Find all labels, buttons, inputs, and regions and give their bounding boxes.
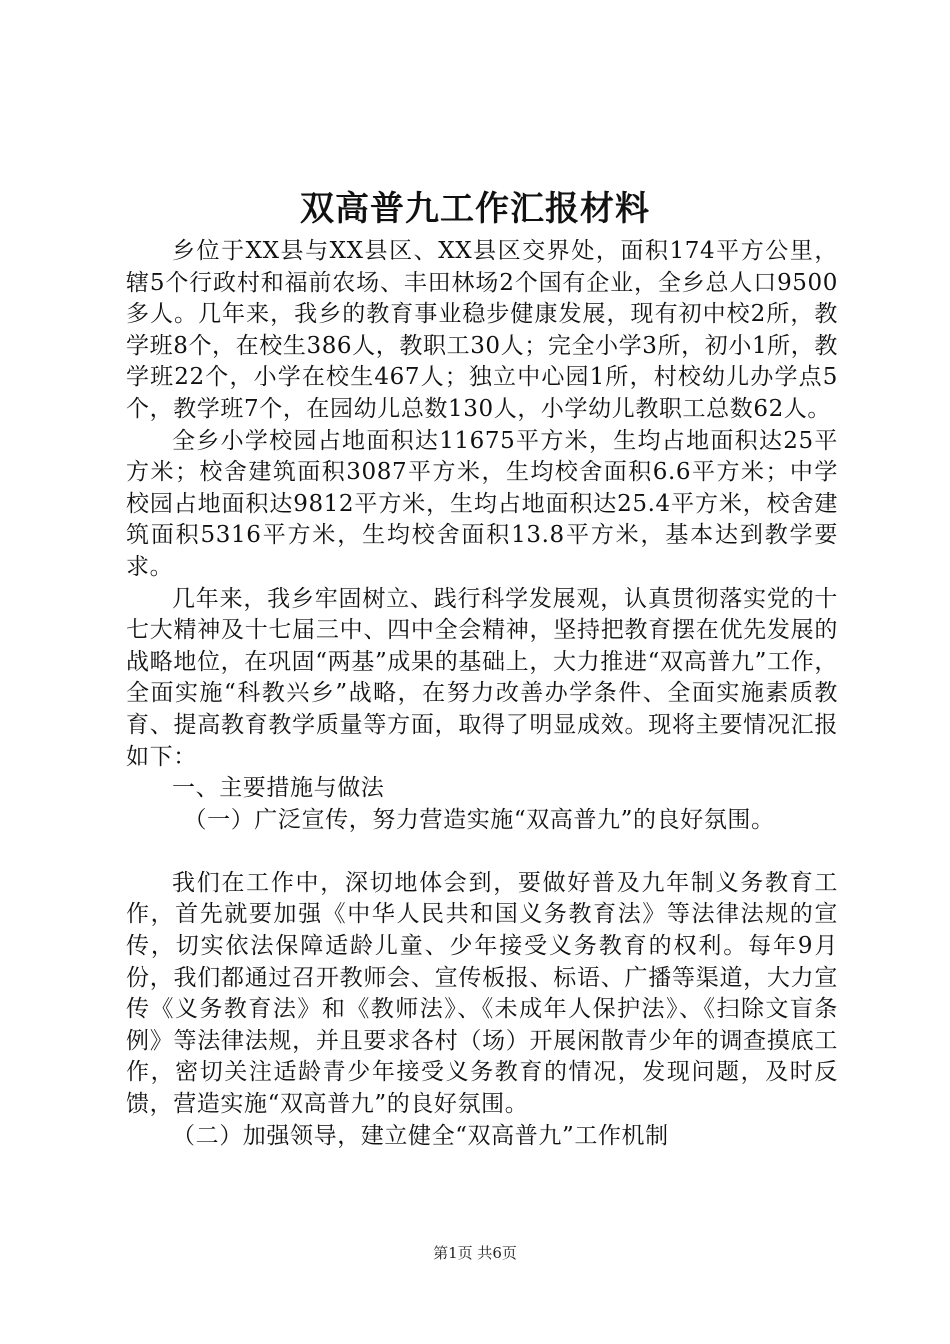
paragraph-facilities: 全乡小学校园占地面积达11675平方米，生均占地面积达25平方米；校舍建筑面积3087平方米，生均校舍面积6.6平方米；中学校园占地面积达9812平方米，生均占地面积达25.4平方米，校舍建筑面积5316平方米，生均校舍面积13.8平方米，基本达到教学要求。: [126, 427, 838, 580]
paragraph-publicity: 我们在工作中，深切地体会到，要做好普及九年制义务教育工作，首先就要加强《中华人民共和国义务教育法》等法律法规的宣传，切实依法保障适龄儿童、少年接受义务教育的权利。每年9月份，我们都通过召开教师会、宣传板报、标语、广播等渠道，大力宣传《义务教育法》和《教师法》、《未成年人保护法》、《扫除文盲条例》等法律法规，并且要求各村（场）开展闲散青少年的调查摸底工作，密切关注适龄青少年接受义务教育的情况，发现问题，及时反馈，营造实施“双高普九”的良好氛围。: [126, 869, 838, 1118]
document-body: [126, 236, 838, 1152]
section-heading-measures: 一、主要措施与做法: [172, 775, 385, 802]
document-title: 双高普九工作汇报材料: [300, 189, 650, 229]
subsection-heading-leadership: （二）加强领导，建立健全“双高普九”工作机制: [172, 1122, 669, 1149]
page-footer: 第1页 共6页: [433, 1244, 517, 1262]
blank-line: [126, 836, 838, 868]
subsection-heading-publicity: （一）广泛宣传，努力营造实施“双高普九”的良好氛围。: [183, 806, 775, 833]
paragraph-achievements: 几年来，我乡牢固树立、践行科学发展观，认真贯彻落实党的十七大精神及十七届三中、四中全会精神，坚持把教育摆在优先发展的战略地位，在巩固“两基”成果的基础上，大力推进“双高普九”工作，全面实施“科教兴乡”战略，在努力改善办学条件、全面实施素质教育、提高教育教学质量等方面，取得了明显成效。现将主要情况汇报如下：: [126, 585, 838, 770]
paragraph-overview: 乡位于XX县与XX县区、XX县区交界处，面积174平方公里，辖5个行政村和福前农场、丰田林场2个国有企业，全乡总人口9500多人。几年来，我乡的教育事业稳步健康发展，现有初中校2所，教学班8个，在校生386人，教职工30人；完全小学3所，初小1所，教学班22个，小学在校生467人；独立中心园1所，村校幼儿办学点5个，教学班7个，在园幼儿总数130人，小学幼儿教职工总数62人。: [126, 238, 838, 422]
